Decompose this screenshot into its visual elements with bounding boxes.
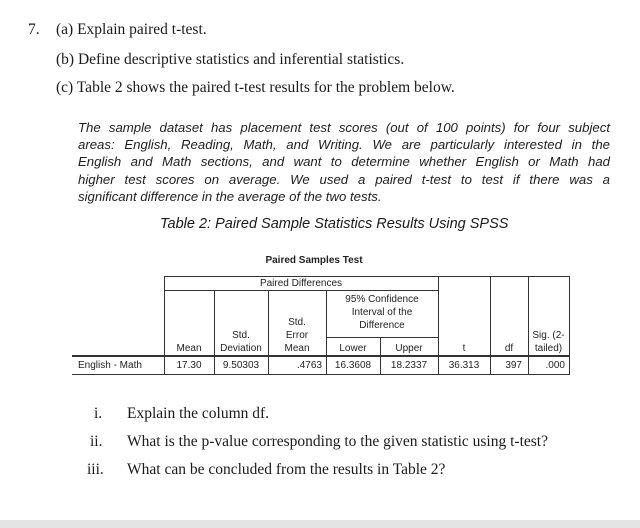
- ci-header-line: Interval of the: [351, 307, 413, 318]
- paragraph-line: significant difference in the average of the two tests.: [78, 188, 382, 204]
- cell-upper: 18.2337: [390, 360, 428, 371]
- question-number: 7.: [28, 21, 40, 38]
- question-part-b: (b) Define descriptive statistics and inferential statistics.: [56, 51, 405, 68]
- subquestion-number: i.: [94, 405, 103, 422]
- col-std-dev-header: Std.: [232, 330, 250, 341]
- col-mean-header: Mean: [176, 343, 202, 354]
- subquestion-text: Explain the column df.: [127, 405, 270, 422]
- paired-samples-table: [72, 252, 572, 382]
- page-bottom-edge: [0, 520, 640, 528]
- ci-header-line: 95% Confidence: [345, 294, 419, 305]
- col-t-header: t: [462, 343, 466, 354]
- question-part-c: (c) Table 2 shows the paired t-test results for the problem below.: [56, 79, 455, 96]
- cell-std-dev: 9.50303: [222, 360, 260, 371]
- col-sig-header: tailed): [534, 343, 563, 354]
- table-caption: Table 2: Paired Sample Statistics Results Using SPSS: [160, 216, 509, 232]
- cell-mean: 17.30: [176, 360, 202, 371]
- col-std-dev-header: Deviation: [220, 343, 262, 354]
- col-sig-header: Sig. (2-: [532, 330, 565, 341]
- cell-df: 397: [505, 360, 522, 371]
- subquestion-number: iii.: [87, 461, 104, 478]
- cell-sig: .000: [545, 360, 565, 371]
- paired-differences-header: Paired Differences: [259, 278, 343, 289]
- table-title: Paired Samples Test: [265, 255, 363, 266]
- paragraph-line: areas: English, Reading, Math, and Writing. We are particularly interested in the: [78, 137, 610, 153]
- cell-std-err: .4763: [296, 360, 322, 371]
- paragraph-line: The sample dataset has placement test scores (out of 100 points) for four subject: [78, 120, 610, 135]
- col-std-err-header: Std.: [288, 317, 306, 328]
- paragraph-line: English and Math sections, and want to determine whether English or Math had: [78, 154, 610, 170]
- question-part-a: (a) Explain paired t-test.: [56, 21, 207, 38]
- cell-t: 36.313: [448, 360, 480, 371]
- col-lower-header: Lower: [339, 343, 367, 354]
- cell-lower: 16.3608: [334, 360, 372, 371]
- problem-paragraph: [78, 119, 610, 205]
- col-upper-header: Upper: [395, 343, 423, 354]
- subquestion-text: What can be concluded from the results in Table 2?: [127, 461, 446, 478]
- col-std-err-header: Mean: [284, 343, 310, 354]
- subquestion-number: ii.: [90, 433, 103, 450]
- row-label: English - Math: [78, 360, 142, 371]
- ci-header-line: Difference: [359, 320, 405, 331]
- col-std-err-header: Error: [285, 330, 309, 341]
- col-df-header: df: [504, 343, 514, 354]
- subquestion-text: What is the p-value corresponding to the given statistic using t-test?: [127, 433, 548, 450]
- paragraph-line: higher test scores on average. We used a paired t-test to test if there was a: [78, 171, 610, 187]
